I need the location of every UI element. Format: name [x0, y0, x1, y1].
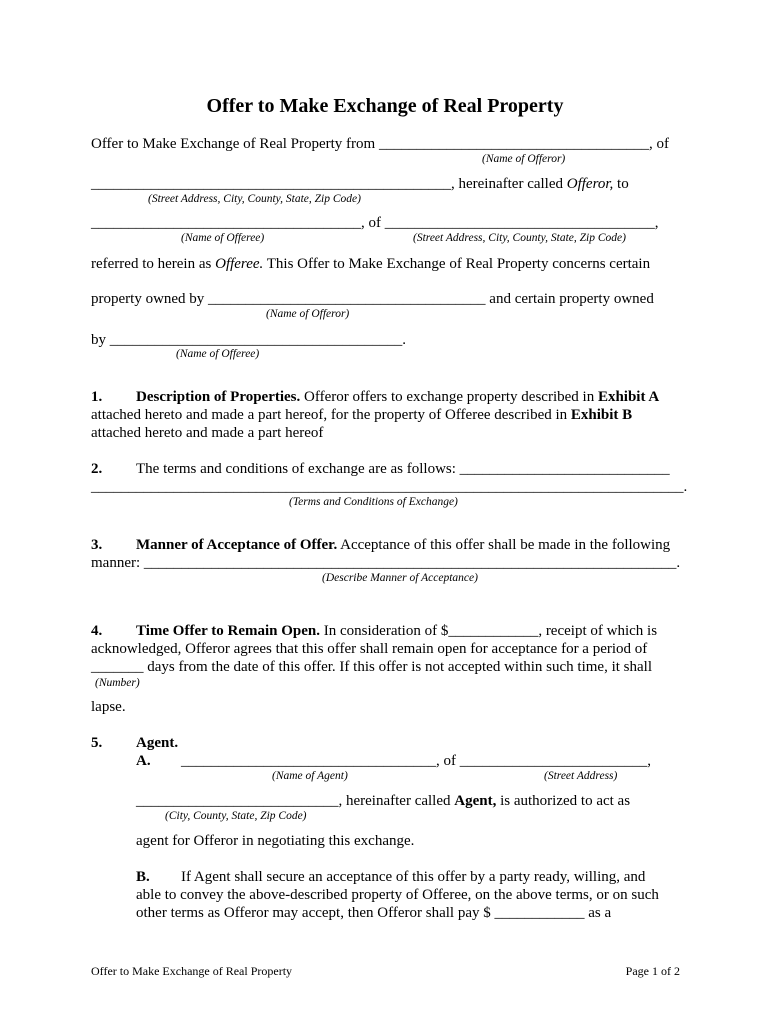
footer-title: Offer to Make Exchange of Real Property [91, 964, 293, 978]
caption-terms: (Terms and Conditions of Exchange) [289, 496, 458, 508]
caption-offeree-address: (Street Address, City, County, State, Zip Code) [413, 232, 626, 244]
section-5a-line-2: ___________________________, hereinafter called Agent, is authorized to act as [136, 793, 631, 809]
caption-offeror-address: (Street Address, City, County, State, Zip Code) [148, 193, 361, 205]
caption-offeree-name: (Name of Offeree) [181, 232, 265, 244]
caption-offeree-name-2: (Name of Offeree) [176, 348, 260, 360]
intro-line-2: ________________________________________________, hereinafter called Offeror, to [91, 176, 629, 192]
caption-number: (Number) [95, 677, 140, 689]
section-4-line-4: lapse. [91, 699, 126, 715]
caption-street-address: (Street Address) [544, 770, 618, 782]
section-4-number: 4. [91, 623, 103, 639]
section-5a-line-1: __________________________________, of _________________________, [181, 753, 651, 769]
caption-offeror-name: (Name of Offeror) [482, 153, 566, 165]
section-5b-label: B. [136, 869, 150, 885]
footer-page-number: Page 1 of 2 [625, 964, 680, 978]
caption-agent-name: (Name of Agent) [272, 770, 348, 782]
page-title: Offer to Make Exchange of Real Property [206, 95, 564, 117]
section-4-line-2: acknowledged, Offeror agrees that this offer shall remain open for acceptance for a period of [91, 641, 648, 657]
intro-line-3: ____________________________________, of ____________________________________, [91, 215, 659, 231]
section-5b-line-2: able to convey the above-described property of Offeree, on the above terms, or on such [136, 887, 659, 903]
section-2-line-1: The terms and conditions of exchange are as follows: ____________________________ [136, 461, 670, 477]
intro-line-1: Offer to Make Exchange of Real Property from ____________________________________, of [91, 136, 669, 152]
caption-offeror-name-2: (Name of Offeror) [266, 308, 350, 320]
section-1-line-3: attached hereto and made a part hereof [91, 425, 324, 441]
section-1-line-2: attached hereto and made a part hereof, for the property of Offeree described in Exhibit B [91, 407, 633, 423]
intro-line-5: property owned by _____________________________________ and certain property owned [91, 291, 654, 307]
section-4-line-1: Time Offer to Remain Open. In consideration of $____________, receipt of which is [136, 623, 658, 639]
section-5b-line-3: other terms as Offeror may accept, then Offeror shall pay $ ____________ as a [136, 905, 612, 921]
section-5-heading: Agent. [136, 735, 179, 751]
intro-line-6: by _______________________________________. [91, 332, 406, 348]
section-3-line-1: Manner of Acceptance of Offer. Acceptance of this offer shall be made in the following [136, 537, 671, 553]
section-5a-line-3: agent for Offeror in negotiating this exchange. [136, 833, 415, 849]
section-5-number: 5. [91, 735, 103, 751]
section-5a-label: A. [136, 753, 151, 769]
section-5b-line-1: If Agent shall secure an acceptance of this offer by a party ready, willing, and [181, 869, 646, 885]
section-3-line-2: manner: _______________________________________________________________________. [91, 555, 681, 571]
intro-line-4: referred to herein as Offeree. This Offer to Make Exchange of Real Property concerns certain [91, 256, 651, 272]
caption-city-state: (City, County, State, Zip Code) [165, 810, 307, 822]
section-1-line-1: Description of Properties. Offeror offers to exchange property described in Exhibit A [136, 389, 660, 405]
section-4-line-3: _______ days from the date of this offer. If this offer is not accepted within such time, it shall [91, 659, 652, 675]
section-2-line-2: _______________________________________________________________________________. [91, 479, 688, 495]
section-1-number: 1. [91, 389, 103, 405]
section-2-number: 2. [91, 461, 103, 477]
caption-manner: (Describe Manner of Acceptance) [322, 572, 478, 584]
section-3-number: 3. [91, 537, 103, 553]
